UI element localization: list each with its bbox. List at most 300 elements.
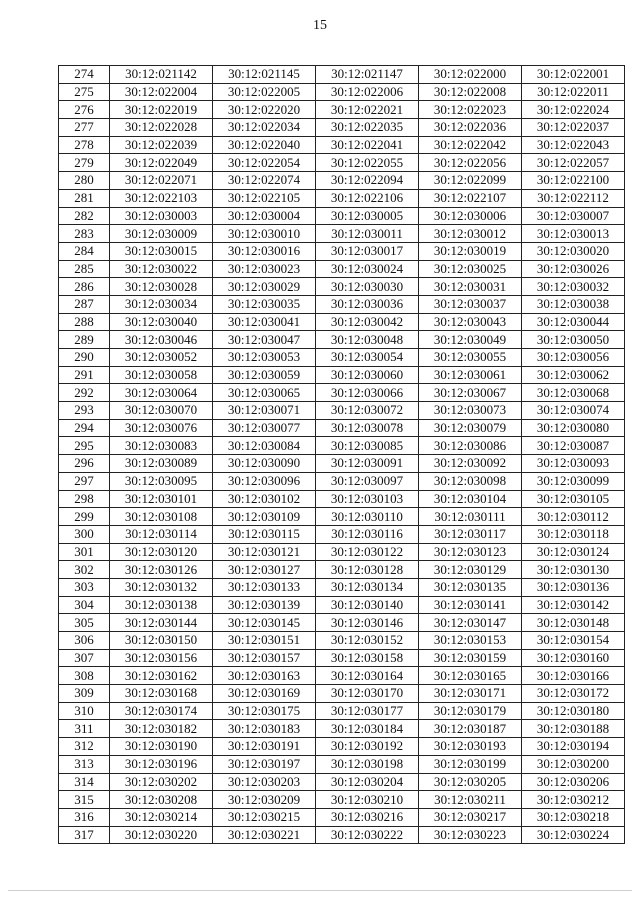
cadastral-code-cell: 30:12:030065 — [213, 384, 316, 402]
cadastral-code-cell: 30:12:030061 — [419, 366, 522, 384]
table-row — [59, 632, 625, 650]
table-row — [59, 172, 625, 190]
cadastral-code-cell: 30:12:030151 — [213, 632, 316, 650]
cadastral-code-cell: 30:12:030199 — [419, 755, 522, 773]
cadastral-code-cell: 30:12:030055 — [419, 349, 522, 367]
cadastral-code-cell: 30:12:030060 — [316, 366, 419, 384]
cadastral-code-cell: 30:12:030169 — [213, 685, 316, 703]
cadastral-code-cell: 30:12:030015 — [110, 242, 213, 260]
cadastral-code-cell: 30:12:030035 — [213, 295, 316, 313]
cadastral-code-cell: 30:12:030072 — [316, 402, 419, 420]
cadastral-code-cell: 30:12:030026 — [522, 260, 625, 278]
cadastral-code-cell: 30:12:030134 — [316, 578, 419, 596]
cadastral-code-cell: 30:12:022036 — [419, 119, 522, 137]
table-row — [59, 755, 625, 773]
table-row — [59, 578, 625, 596]
row-number-cell: 287 — [59, 295, 110, 313]
cadastral-code-cell: 30:12:030112 — [522, 508, 625, 526]
row-number-cell: 290 — [59, 349, 110, 367]
cadastral-code-cell: 30:12:022049 — [110, 154, 213, 172]
table-row — [59, 561, 625, 579]
cadastral-code-cell: 30:12:030052 — [110, 349, 213, 367]
cadastral-code-cell: 30:12:022019 — [110, 101, 213, 119]
cadastral-code-cell: 30:12:030192 — [316, 738, 419, 756]
cadastral-code-cell: 30:12:030013 — [522, 225, 625, 243]
row-number-cell: 302 — [59, 561, 110, 579]
table-row — [59, 773, 625, 791]
table-row — [59, 649, 625, 667]
cadastral-code-cell: 30:12:030132 — [110, 578, 213, 596]
table-body — [59, 66, 625, 844]
table-row — [59, 101, 625, 119]
table-row — [59, 720, 625, 738]
cadastral-code-cell: 30:12:030197 — [213, 755, 316, 773]
cadastral-code-cell: 30:12:030058 — [110, 366, 213, 384]
cadastral-code-cell: 30:12:030126 — [110, 561, 213, 579]
cadastral-code-cell: 30:12:022042 — [419, 136, 522, 154]
table-row — [59, 278, 625, 296]
cadastral-code-cell: 30:12:021147 — [316, 66, 419, 84]
cadastral-code-cell: 30:12:022039 — [110, 136, 213, 154]
cadastral-code-cell: 30:12:030010 — [213, 225, 316, 243]
cadastral-code-cell: 30:12:030203 — [213, 773, 316, 791]
cadastral-code-cell: 30:12:022100 — [522, 172, 625, 190]
cadastral-code-cell: 30:12:030101 — [110, 490, 213, 508]
cadastral-code-cell: 30:12:030222 — [316, 826, 419, 844]
cadastral-code-cell: 30:12:030152 — [316, 632, 419, 650]
table-row — [59, 508, 625, 526]
cadastral-code-cell: 30:12:030068 — [522, 384, 625, 402]
cadastral-code-cell: 30:12:030102 — [213, 490, 316, 508]
cadastral-code-cell: 30:12:022008 — [419, 83, 522, 101]
table-row — [59, 667, 625, 685]
row-number-cell: 276 — [59, 101, 110, 119]
cadastral-code-cell: 30:12:030079 — [419, 419, 522, 437]
row-number-cell: 275 — [59, 83, 110, 101]
row-number-cell: 299 — [59, 508, 110, 526]
cadastral-code-cell: 30:12:030044 — [522, 313, 625, 331]
cadastral-code-cell: 30:12:030159 — [419, 649, 522, 667]
row-number-cell: 282 — [59, 207, 110, 225]
cadastral-code-cell: 30:12:022035 — [316, 119, 419, 137]
cadastral-code-cell: 30:12:022107 — [419, 189, 522, 207]
row-number-cell: 303 — [59, 578, 110, 596]
cadastral-code-cell: 30:12:030009 — [110, 225, 213, 243]
cadastral-code-cell: 30:12:030104 — [419, 490, 522, 508]
cadastral-code-cell: 30:12:022043 — [522, 136, 625, 154]
cadastral-code-cell: 30:12:030011 — [316, 225, 419, 243]
cadastral-code-cell: 30:12:022094 — [316, 172, 419, 190]
cadastral-code-cell: 30:12:030194 — [522, 738, 625, 756]
cadastral-code-cell: 30:12:030183 — [213, 720, 316, 738]
cadastral-code-cell: 30:12:022103 — [110, 189, 213, 207]
cadastral-code-cell: 30:12:030074 — [522, 402, 625, 420]
cadastral-code-cell: 30:12:030166 — [522, 667, 625, 685]
cadastral-code-cell: 30:12:030212 — [522, 791, 625, 809]
cadastral-code-cell: 30:12:030098 — [419, 472, 522, 490]
cadastral-code-cell: 30:12:030187 — [419, 720, 522, 738]
cadastral-code-cell: 30:12:030198 — [316, 755, 419, 773]
cadastral-code-cell: 30:12:030090 — [213, 455, 316, 473]
row-number-cell: 277 — [59, 119, 110, 137]
row-number-cell: 312 — [59, 738, 110, 756]
cadastral-code-cell: 30:12:030007 — [522, 207, 625, 225]
table-row — [59, 83, 625, 101]
cadastral-code-cell: 30:12:030099 — [522, 472, 625, 490]
cadastral-code-cell: 30:12:030048 — [316, 331, 419, 349]
cadastral-code-cell: 30:12:030012 — [419, 225, 522, 243]
cadastral-code-cell: 30:12:030224 — [522, 826, 625, 844]
cadastral-code-cell: 30:12:030022 — [110, 260, 213, 278]
cadastral-code-cell: 30:12:030105 — [522, 490, 625, 508]
cadastral-code-cell: 30:12:030158 — [316, 649, 419, 667]
cadastral-code-cell: 30:12:030042 — [316, 313, 419, 331]
cadastral-code-cell: 30:12:022011 — [522, 83, 625, 101]
cadastral-code-cell: 30:12:030064 — [110, 384, 213, 402]
cadastral-code-cell: 30:12:030115 — [213, 525, 316, 543]
cadastral-code-cell: 30:12:030135 — [419, 578, 522, 596]
table-row — [59, 437, 625, 455]
cadastral-code-cell: 30:12:030205 — [419, 773, 522, 791]
cadastral-code-cell: 30:12:030211 — [419, 791, 522, 809]
row-number-cell: 279 — [59, 154, 110, 172]
cadastral-code-cell: 30:12:022106 — [316, 189, 419, 207]
cadastral-code-cell: 30:12:022023 — [419, 101, 522, 119]
row-number-cell: 295 — [59, 437, 110, 455]
row-number-cell: 285 — [59, 260, 110, 278]
table-row — [59, 543, 625, 561]
table-row — [59, 207, 625, 225]
cadastral-code-cell: 30:12:030083 — [110, 437, 213, 455]
cadastral-code-cell: 30:12:030056 — [522, 349, 625, 367]
cadastral-code-cell: 30:12:030024 — [316, 260, 419, 278]
row-number-cell: 296 — [59, 455, 110, 473]
cadastral-code-cell: 30:12:030191 — [213, 738, 316, 756]
cadastral-code-cell: 30:12:030221 — [213, 826, 316, 844]
row-number-cell: 278 — [59, 136, 110, 154]
cadastral-code-cell: 30:12:022020 — [213, 101, 316, 119]
cadastral-code-cell: 30:12:030110 — [316, 508, 419, 526]
cadastral-code-cell: 30:12:022054 — [213, 154, 316, 172]
cadastral-code-cell: 30:12:030174 — [110, 702, 213, 720]
cadastral-code-cell: 30:12:030118 — [522, 525, 625, 543]
row-number-cell: 301 — [59, 543, 110, 561]
cadastral-code-cell: 30:12:030062 — [522, 366, 625, 384]
row-number-cell: 281 — [59, 189, 110, 207]
cadastral-code-cell: 30:12:022028 — [110, 119, 213, 137]
cadastral-code-cell: 30:12:030153 — [419, 632, 522, 650]
cadastral-code-cell: 30:12:030114 — [110, 525, 213, 543]
table-row — [59, 614, 625, 632]
cadastral-quarters-table — [58, 65, 625, 844]
cadastral-code-cell: 30:12:022024 — [522, 101, 625, 119]
row-number-cell: 289 — [59, 331, 110, 349]
table-row — [59, 596, 625, 614]
cadastral-code-cell: 30:12:030084 — [213, 437, 316, 455]
cadastral-code-cell: 30:12:030043 — [419, 313, 522, 331]
cadastral-code-cell: 30:12:030073 — [419, 402, 522, 420]
cadastral-code-cell: 30:12:030122 — [316, 543, 419, 561]
table-row — [59, 826, 625, 844]
cadastral-code-cell: 30:12:030085 — [316, 437, 419, 455]
cadastral-code-cell: 30:12:030200 — [522, 755, 625, 773]
cadastral-code-cell: 30:12:030179 — [419, 702, 522, 720]
table-row — [59, 490, 625, 508]
cadastral-code-cell: 30:12:022004 — [110, 83, 213, 101]
cadastral-code-cell: 30:12:030103 — [316, 490, 419, 508]
cadastral-code-cell: 30:12:030184 — [316, 720, 419, 738]
cadastral-code-cell: 30:12:030020 — [522, 242, 625, 260]
cadastral-code-cell: 30:12:022006 — [316, 83, 419, 101]
cadastral-code-cell: 30:12:030050 — [522, 331, 625, 349]
cadastral-code-cell: 30:12:030003 — [110, 207, 213, 225]
cadastral-code-cell: 30:12:030053 — [213, 349, 316, 367]
table-row — [59, 419, 625, 437]
cadastral-code-cell: 30:12:030019 — [419, 242, 522, 260]
cadastral-code-cell: 30:12:030130 — [522, 561, 625, 579]
cadastral-code-cell: 30:12:030216 — [316, 808, 419, 826]
cadastral-code-cell: 30:12:022055 — [316, 154, 419, 172]
cadastral-code-cell: 30:12:030047 — [213, 331, 316, 349]
cadastral-code-cell: 30:12:030139 — [213, 596, 316, 614]
cadastral-code-cell: 30:12:030171 — [419, 685, 522, 703]
cadastral-code-cell: 30:12:022000 — [419, 66, 522, 84]
row-number-cell: 286 — [59, 278, 110, 296]
cadastral-code-cell: 30:12:022005 — [213, 83, 316, 101]
cadastral-code-cell: 30:12:030165 — [419, 667, 522, 685]
cadastral-code-cell: 30:12:022021 — [316, 101, 419, 119]
cadastral-code-cell: 30:12:030087 — [522, 437, 625, 455]
cadastral-code-cell: 30:12:030188 — [522, 720, 625, 738]
cadastral-code-cell: 30:12:030204 — [316, 773, 419, 791]
cadastral-code-cell: 30:12:030123 — [419, 543, 522, 561]
cadastral-code-cell: 30:12:030077 — [213, 419, 316, 437]
table-row — [59, 349, 625, 367]
cadastral-code-cell: 30:12:030080 — [522, 419, 625, 437]
cadastral-code-cell: 30:12:030038 — [522, 295, 625, 313]
cadastral-code-cell: 30:12:030170 — [316, 685, 419, 703]
cadastral-code-cell: 30:12:030177 — [316, 702, 419, 720]
cadastral-code-cell: 30:12:030049 — [419, 331, 522, 349]
cadastral-code-cell: 30:12:030091 — [316, 455, 419, 473]
row-number-cell: 288 — [59, 313, 110, 331]
cadastral-code-cell: 30:12:030210 — [316, 791, 419, 809]
row-number-cell: 316 — [59, 808, 110, 826]
cadastral-code-cell: 30:12:030214 — [110, 808, 213, 826]
table-row — [59, 685, 625, 703]
cadastral-code-cell: 30:12:030154 — [522, 632, 625, 650]
cadastral-code-cell: 30:12:030196 — [110, 755, 213, 773]
cadastral-code-cell: 30:12:030160 — [522, 649, 625, 667]
table-row — [59, 189, 625, 207]
cadastral-code-cell: 30:12:030140 — [316, 596, 419, 614]
cadastral-code-cell: 30:12:030138 — [110, 596, 213, 614]
cadastral-code-cell: 30:12:030208 — [110, 791, 213, 809]
cadastral-code-cell: 30:12:030218 — [522, 808, 625, 826]
table-row — [59, 154, 625, 172]
row-number-cell: 294 — [59, 419, 110, 437]
cadastral-code-cell: 30:12:030076 — [110, 419, 213, 437]
row-number-cell: 308 — [59, 667, 110, 685]
cadastral-code-cell: 30:12:030162 — [110, 667, 213, 685]
row-number-cell: 280 — [59, 172, 110, 190]
cadastral-code-cell: 30:12:022112 — [522, 189, 625, 207]
cadastral-code-cell: 30:12:030133 — [213, 578, 316, 596]
cadastral-code-cell: 30:12:022040 — [213, 136, 316, 154]
cadastral-code-cell: 30:12:030005 — [316, 207, 419, 225]
cadastral-code-cell: 30:12:030078 — [316, 419, 419, 437]
row-number-cell: 315 — [59, 791, 110, 809]
cadastral-code-cell: 30:12:030109 — [213, 508, 316, 526]
row-number-cell: 284 — [59, 242, 110, 260]
row-number-cell: 306 — [59, 632, 110, 650]
cadastral-code-cell: 30:12:030163 — [213, 667, 316, 685]
table-row — [59, 738, 625, 756]
cadastral-code-cell: 30:12:021145 — [213, 66, 316, 84]
cadastral-code-cell: 30:12:030129 — [419, 561, 522, 579]
cadastral-code-cell: 30:12:030031 — [419, 278, 522, 296]
cadastral-code-cell: 30:12:022034 — [213, 119, 316, 137]
cadastral-code-cell: 30:12:030032 — [522, 278, 625, 296]
cadastral-code-cell: 30:12:030147 — [419, 614, 522, 632]
row-number-cell: 298 — [59, 490, 110, 508]
table-row — [59, 384, 625, 402]
row-number-cell: 313 — [59, 755, 110, 773]
cadastral-code-cell: 30:12:022099 — [419, 172, 522, 190]
cadastral-code-cell: 30:12:030141 — [419, 596, 522, 614]
cadastral-code-cell: 30:12:030223 — [419, 826, 522, 844]
table-row — [59, 402, 625, 420]
cadastral-code-cell: 30:12:030054 — [316, 349, 419, 367]
cadastral-code-cell: 30:12:030030 — [316, 278, 419, 296]
cadastral-code-cell: 30:12:030150 — [110, 632, 213, 650]
cadastral-code-cell: 30:12:030089 — [110, 455, 213, 473]
cadastral-code-cell: 30:12:030136 — [522, 578, 625, 596]
cadastral-code-cell: 30:12:030121 — [213, 543, 316, 561]
cadastral-code-cell: 30:12:030202 — [110, 773, 213, 791]
row-number-cell: 304 — [59, 596, 110, 614]
cadastral-code-cell: 30:12:022105 — [213, 189, 316, 207]
cadastral-code-cell: 30:12:022071 — [110, 172, 213, 190]
cadastral-code-cell: 30:12:030086 — [419, 437, 522, 455]
table-row — [59, 66, 625, 84]
cadastral-code-cell: 30:12:030148 — [522, 614, 625, 632]
cadastral-code-cell: 30:12:030190 — [110, 738, 213, 756]
table-row — [59, 225, 625, 243]
cadastral-code-cell: 30:12:030029 — [213, 278, 316, 296]
table-row — [59, 366, 625, 384]
table-row — [59, 260, 625, 278]
row-number-cell: 309 — [59, 685, 110, 703]
cadastral-code-cell: 30:12:030095 — [110, 472, 213, 490]
cadastral-code-cell: 30:12:030017 — [316, 242, 419, 260]
row-number-cell: 307 — [59, 649, 110, 667]
table-row — [59, 295, 625, 313]
cadastral-code-cell: 30:12:021142 — [110, 66, 213, 84]
cadastral-code-cell: 30:12:030172 — [522, 685, 625, 703]
table-row — [59, 313, 625, 331]
cadastral-code-cell: 30:12:030023 — [213, 260, 316, 278]
cadastral-code-cell: 30:12:022056 — [419, 154, 522, 172]
cadastral-code-cell: 30:12:030096 — [213, 472, 316, 490]
cadastral-code-cell: 30:12:030097 — [316, 472, 419, 490]
cadastral-code-cell: 30:12:030175 — [213, 702, 316, 720]
cadastral-code-cell: 30:12:030127 — [213, 561, 316, 579]
row-number-cell: 293 — [59, 402, 110, 420]
cadastral-code-cell: 30:12:030066 — [316, 384, 419, 402]
cadastral-code-cell: 30:12:030037 — [419, 295, 522, 313]
cadastral-code-cell: 30:12:030193 — [419, 738, 522, 756]
row-number-cell: 274 — [59, 66, 110, 84]
cadastral-code-cell: 30:12:030215 — [213, 808, 316, 826]
cadastral-code-cell: 30:12:030182 — [110, 720, 213, 738]
page-bottom-divider — [8, 890, 632, 891]
cadastral-code-cell: 30:12:030168 — [110, 685, 213, 703]
row-number-cell: 310 — [59, 702, 110, 720]
cadastral-code-cell: 30:12:030217 — [419, 808, 522, 826]
cadastral-code-cell: 30:12:030124 — [522, 543, 625, 561]
cadastral-code-cell: 30:12:030041 — [213, 313, 316, 331]
table-row — [59, 472, 625, 490]
cadastral-code-cell: 30:12:022041 — [316, 136, 419, 154]
table-row — [59, 808, 625, 826]
cadastral-code-cell: 30:12:030156 — [110, 649, 213, 667]
cadastral-code-cell: 30:12:030059 — [213, 366, 316, 384]
cadastral-code-cell: 30:12:030180 — [522, 702, 625, 720]
cadastral-code-cell: 30:12:022057 — [522, 154, 625, 172]
row-number-cell: 311 — [59, 720, 110, 738]
cadastral-code-cell: 30:12:030006 — [419, 207, 522, 225]
cadastral-code-cell: 30:12:030071 — [213, 402, 316, 420]
row-number-cell: 300 — [59, 525, 110, 543]
cadastral-code-cell: 30:12:030025 — [419, 260, 522, 278]
cadastral-code-cell: 30:12:030004 — [213, 207, 316, 225]
cadastral-code-cell: 30:12:022074 — [213, 172, 316, 190]
cadastral-code-cell: 30:12:030209 — [213, 791, 316, 809]
table-row — [59, 119, 625, 137]
table-row — [59, 455, 625, 473]
cadastral-code-cell: 30:12:030034 — [110, 295, 213, 313]
table-row — [59, 242, 625, 260]
cadastral-code-cell: 30:12:030067 — [419, 384, 522, 402]
table-row — [59, 791, 625, 809]
row-number-cell: 314 — [59, 773, 110, 791]
row-number-cell: 305 — [59, 614, 110, 632]
cadastral-code-cell: 30:12:030036 — [316, 295, 419, 313]
row-number-cell: 317 — [59, 826, 110, 844]
table-row — [59, 136, 625, 154]
cadastral-code-cell: 30:12:030092 — [419, 455, 522, 473]
cadastral-code-cell: 30:12:030070 — [110, 402, 213, 420]
cadastral-code-cell: 30:12:030028 — [110, 278, 213, 296]
cadastral-code-cell: 30:12:030146 — [316, 614, 419, 632]
cadastral-code-cell: 30:12:030128 — [316, 561, 419, 579]
cadastral-code-cell: 30:12:030157 — [213, 649, 316, 667]
cadastral-code-cell: 30:12:030164 — [316, 667, 419, 685]
table-row — [59, 331, 625, 349]
cadastral-code-cell: 30:12:030220 — [110, 826, 213, 844]
page-number: 15 — [313, 18, 327, 33]
cadastral-code-cell: 30:12:030040 — [110, 313, 213, 331]
row-number-cell: 291 — [59, 366, 110, 384]
cadastral-code-cell: 30:12:030116 — [316, 525, 419, 543]
cadastral-code-cell: 30:12:030117 — [419, 525, 522, 543]
row-number-cell: 292 — [59, 384, 110, 402]
cadastral-code-cell: 30:12:030120 — [110, 543, 213, 561]
row-number-cell: 283 — [59, 225, 110, 243]
cadastral-code-cell: 30:12:022001 — [522, 66, 625, 84]
cadastral-code-cell: 30:12:030111 — [419, 508, 522, 526]
